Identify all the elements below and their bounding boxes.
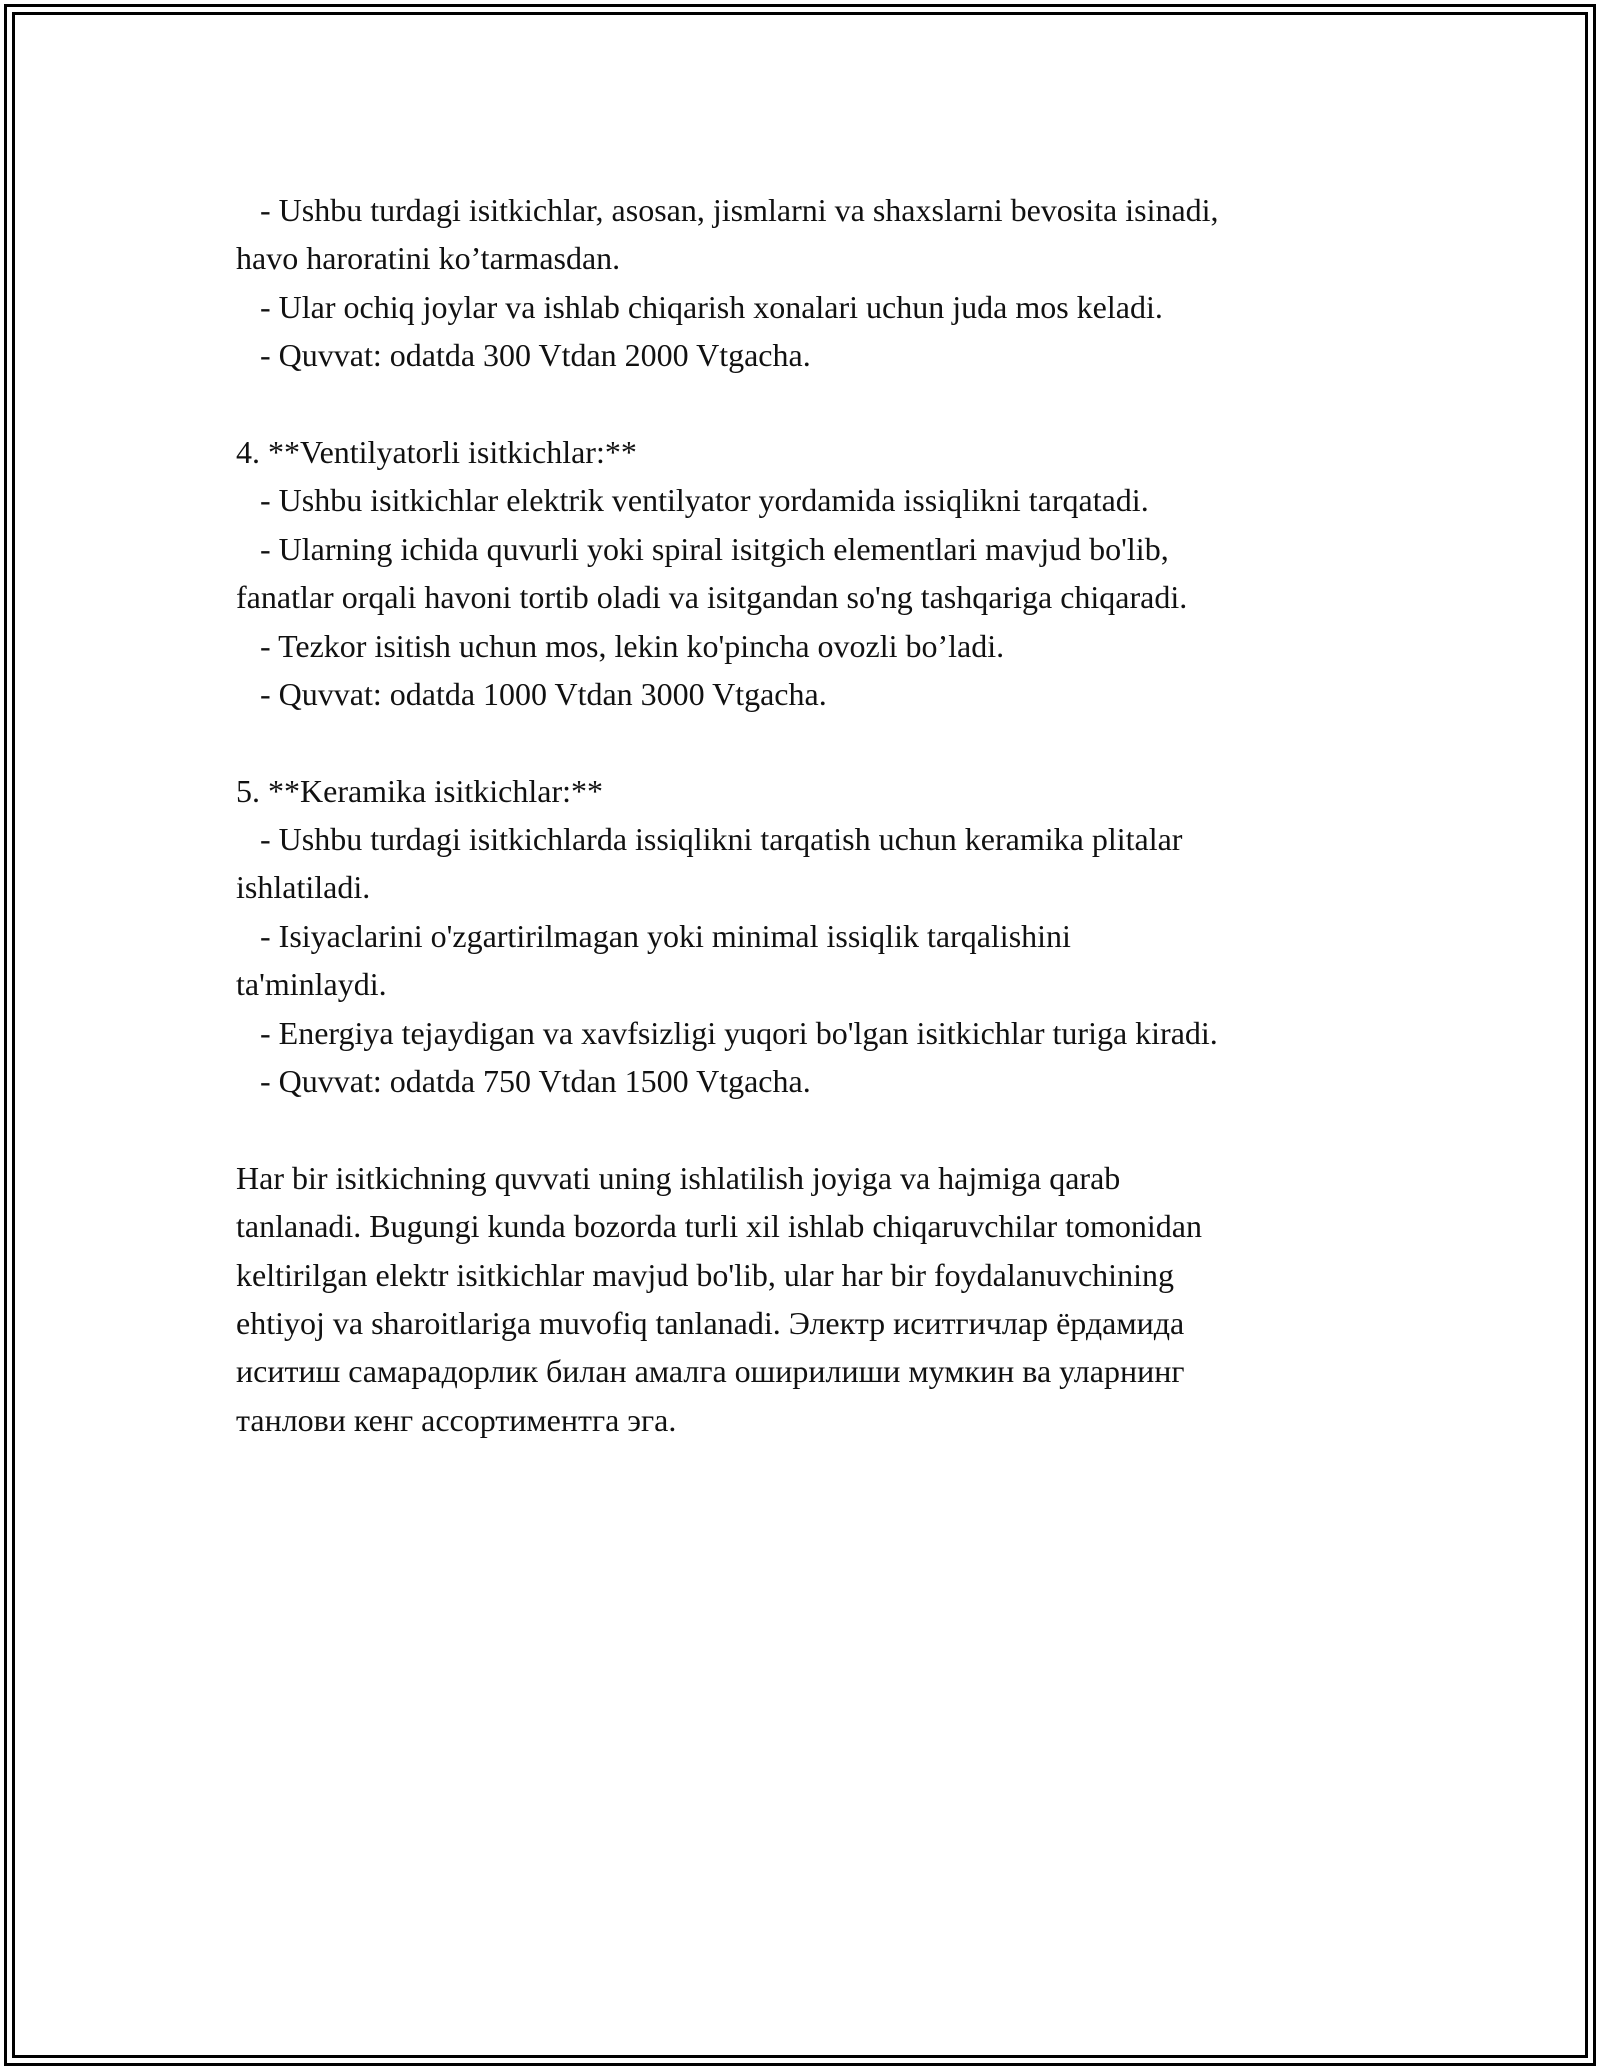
text-line: - Quvvat: odatda 1000 Vtdan 3000 Vtgacha.	[236, 675, 827, 712]
section-heading: 4. **Ventilyatorli isitkichlar:**	[236, 433, 637, 470]
text-line: havo haroratini ko’tarmasdan.	[236, 240, 621, 277]
text-line: - Isiyaclarini o'zgartirilmagan yoki minimal issiqlik tarqalishini	[236, 917, 1071, 954]
paragraph-line: иситиш самарадорлик билан амалга оширилиши мумкин ва уларнинг	[236, 1353, 1185, 1390]
text-line: - Ular ochiq joylar va ishlab chiqarish xonalari uchun juda mos keladi.	[236, 288, 1163, 325]
text-line: - Ularning ichida quvurli yoki spiral isitgich elementlari mavjud bo'lib,	[236, 530, 1169, 567]
blank-line	[236, 718, 1416, 766]
text-line: ta'minlaydi.	[236, 966, 387, 1003]
text-line: - Tezkor isitish uchun mos, lekin ko'pincha ovozli bo’ladi.	[236, 627, 1005, 664]
document-body	[236, 186, 1416, 1444]
paragraph-line: tanlanadi. Bugungi kunda bozorda turli xil ishlab chiqaruvchilar tomonidan	[236, 1208, 1202, 1245]
text-line: - Ushbu turdagi isitkichlar, asosan, jismlarni va shaxslarni bevosita isinadi,	[236, 192, 1219, 228]
text-line: ishlatiladi.	[236, 869, 371, 906]
text-line: - Quvvat: odatda 300 Vtdan 2000 Vtgacha.	[236, 337, 811, 374]
blank-line	[236, 380, 1416, 428]
section-heading: 5. **Keramika isitkichlar:**	[236, 772, 604, 809]
text-line: - Ushbu turdagi isitkichlarda issiqlikni tarqatish uchun keramika plitalar	[236, 821, 1183, 858]
paragraph-line: Har bir isitkichning quvvati uning ishlatilish joyiga va hajmiga qarab	[236, 1159, 1121, 1196]
text-line: - Quvvat: odatda 750 Vtdan 1500 Vtgacha.	[236, 1063, 811, 1100]
text-line: - Energiya tejaydigan va xavfsizligi yuqori bo'lgan isitkichlar turiga kiradi.	[236, 1014, 1218, 1051]
paragraph-line: ehtiyoj va sharoitlariga muvofiq tanlanadi. Электр иситгичлар ёрдамида	[236, 1304, 1185, 1341]
paragraph-line: keltirilgan elektr isitkichlar mavjud bo'lib, ular har bir foydalanuvchining	[236, 1256, 1174, 1293]
text-line: fanatlar orqali havoni tortib oladi va isitgandan so'ng tashqariga chiqaradi.	[236, 579, 1188, 616]
text-line: - Ushbu isitkichlar elektrik ventilyator yordamida issiqlikni tarqatadi.	[236, 482, 1149, 519]
paragraph-line: танлови кенг ассортиментга эга.	[236, 1401, 677, 1438]
blank-line	[236, 1105, 1416, 1153]
